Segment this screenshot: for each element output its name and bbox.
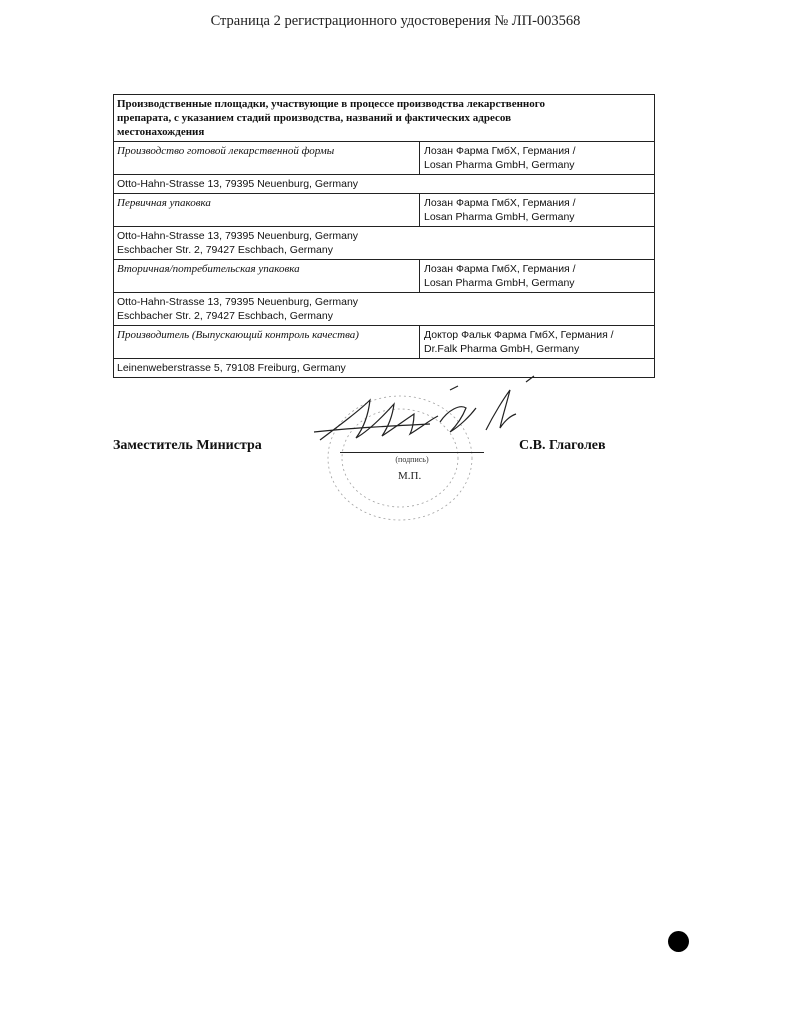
deputy-minister-title: Заместитель Министра <box>113 438 262 453</box>
address-row <box>114 293 655 326</box>
stage-name: Производство готовой лекарственной формы <box>114 142 420 175</box>
signature-stamp-graphic <box>290 370 550 530</box>
address-line: Otto-Hahn-Strasse 13, 79395 Neuenburg, Germany <box>117 230 359 242</box>
company-line: Losan Pharma GmbH, Germany <box>424 159 575 171</box>
stage-name: Первичная упаковка <box>114 194 420 227</box>
seal-label: М.П. <box>398 470 422 482</box>
company-line: Лозан Фарма ГмбХ, Германия / <box>424 145 576 157</box>
table-heading-row <box>114 95 655 142</box>
stage-name: Производитель (Выпускающий контроль качества) <box>114 326 420 359</box>
signature-caption: (подпись) <box>395 455 429 464</box>
company-name <box>420 142 655 175</box>
address-line: Eschbacher Str. 2, 79427 Eschbach, Germany <box>117 310 333 322</box>
company-line: Losan Pharma GmbH, Germany <box>424 277 575 289</box>
address-line: Otto-Hahn-Strasse 13, 79395 Neuenburg, Germany <box>117 178 359 190</box>
address-line: Otto-Hahn-Strasse 13, 79395 Neuenburg, Germany <box>117 296 359 308</box>
table-heading-line: препарата, с указанием стадий производства, названий и фактических адресов <box>117 112 512 124</box>
company-line: Лозан Фарма ГмбХ, Германия / <box>424 197 576 209</box>
page-marker-dot <box>668 931 689 952</box>
company-line: Доктор Фальк Фарма ГмбХ, Германия / <box>424 329 614 341</box>
page-header: Страница 2 регистрационного удостоверения № ЛП-003568 <box>210 13 581 29</box>
stage-row <box>114 260 655 293</box>
company-line: Losan Pharma GmbH, Germany <box>424 211 575 223</box>
handwritten-signature <box>314 376 534 440</box>
address-line: Leinenweberstrasse 5, 79108 Freiburg, Germany <box>117 362 346 374</box>
site-address <box>114 227 655 260</box>
address-row <box>114 175 655 194</box>
stage-row <box>114 142 655 175</box>
stage-row <box>114 194 655 227</box>
address-row <box>114 227 655 260</box>
table-heading-line: Производственные площадки, участвующие в процессе производства лекарственного <box>117 98 545 110</box>
signatory-name: С.В. Глаголев <box>519 438 606 453</box>
table-heading <box>114 95 655 142</box>
signature-line <box>340 452 484 453</box>
company-name <box>420 326 655 359</box>
company-name <box>420 260 655 293</box>
production-sites-table <box>113 94 655 378</box>
site-address <box>114 293 655 326</box>
address-line: Eschbacher Str. 2, 79427 Eschbach, Germany <box>117 244 333 256</box>
stage-name: Вторичная/потребительская упаковка <box>114 260 420 293</box>
company-line: Dr.Falk Pharma GmbH, Germany <box>424 343 580 355</box>
company-name <box>420 194 655 227</box>
table-heading-line: местонахождения <box>117 126 205 138</box>
company-line: Лозан Фарма ГмбХ, Германия / <box>424 263 576 275</box>
stage-row <box>114 326 655 359</box>
site-address <box>114 175 655 194</box>
